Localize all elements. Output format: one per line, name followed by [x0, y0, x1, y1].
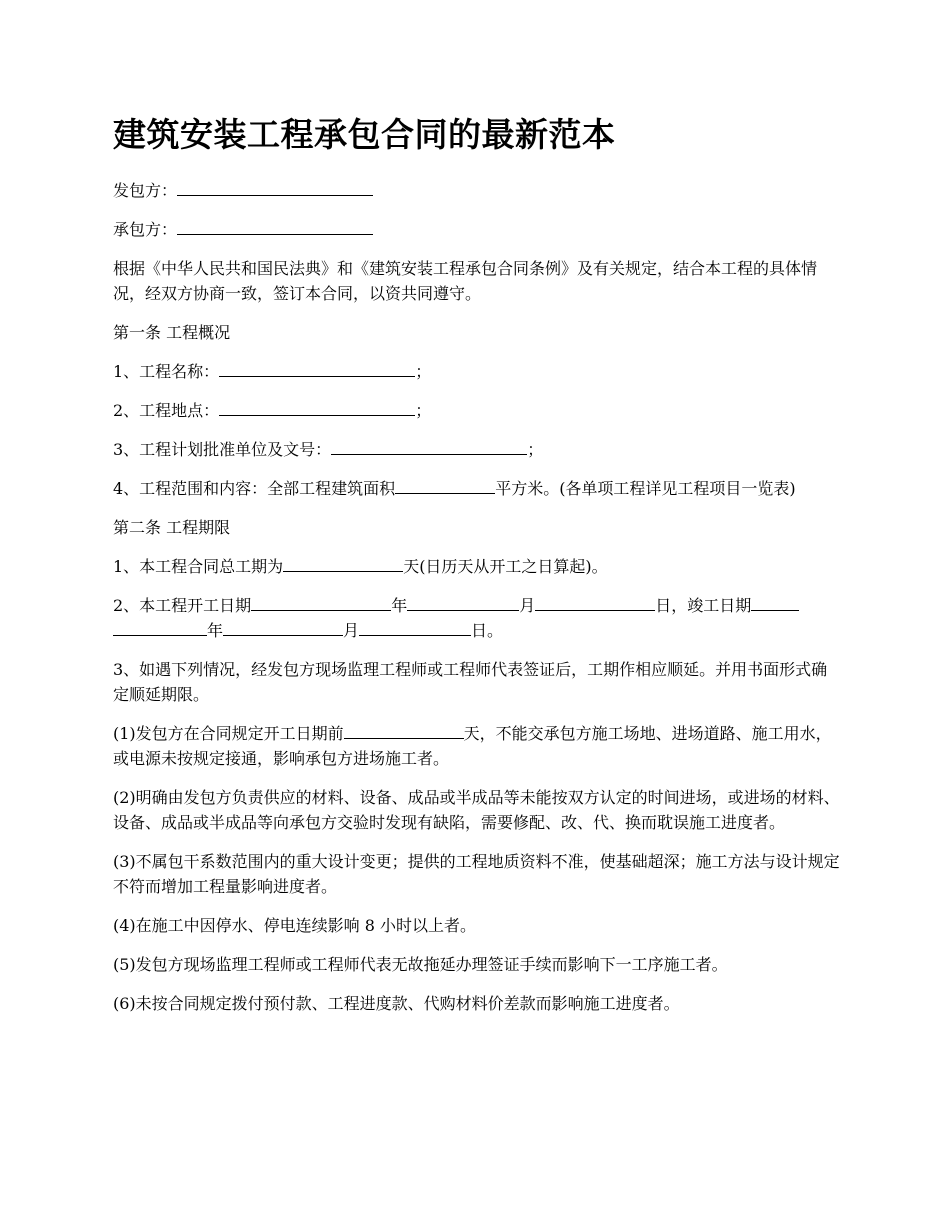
- document-page: [113, 108, 841, 1030]
- fill-in-blank: [535, 593, 655, 611]
- fill-in-blank: [395, 476, 495, 494]
- fill-in-blank: [407, 593, 519, 611]
- paragraph: [113, 476, 841, 501]
- fill-in-blank: [177, 217, 373, 235]
- fill-in-blank: [113, 618, 207, 636]
- paragraph: [113, 721, 841, 771]
- paragraph: [113, 913, 841, 938]
- fill-in-blank: [251, 593, 391, 611]
- paragraph-text: (5)发包方现场监理工程师或工程师代表无故拖延办理签证手续而影响下一工序施工者。: [113, 955, 728, 974]
- paragraph-text: 日。: [471, 621, 504, 640]
- paragraph-text: 发包方：: [113, 181, 178, 200]
- fill-in-blank: [751, 593, 799, 611]
- paragraph-text: ；: [527, 440, 544, 459]
- paragraph: [113, 359, 841, 384]
- paragraph: [113, 554, 841, 579]
- fill-in-blank: [344, 721, 464, 739]
- fill-in-blank: [359, 618, 471, 636]
- paragraph-text: 3、工程计划批准单位及文号：: [113, 440, 332, 459]
- paragraph-text: ；: [415, 362, 432, 381]
- paragraph-text: 年: [391, 596, 408, 615]
- paragraph: [113, 785, 841, 835]
- fill-in-blank: [331, 437, 527, 455]
- paragraph-text: 根据《中华人民共和国民法典》和《建筑安装工程承包合同条例》及有关规定，结合本工程的具体情况，经双方协商一致，签订本合同，以资共同遵守。: [113, 259, 818, 303]
- document-title: 建筑安装工程承包合同的最新范本: [113, 115, 616, 154]
- paragraph-text: 天，不能交承包方施工场地、进场道路、施工用水，或电源未按规定接通，影响承包方进场施工者。: [113, 724, 832, 768]
- fill-in-blank: [283, 554, 403, 572]
- paragraph-text: 第一条 工程概况: [113, 323, 231, 342]
- fill-in-blank: [223, 618, 343, 636]
- paragraph-text: 4、工程范围和内容：全部工程建筑面积: [113, 479, 396, 498]
- paragraph: [113, 437, 841, 462]
- paragraph-text: 承包方：: [113, 220, 178, 239]
- paragraph-text: (2)明确由发包方负责供应的材料、设备、成品或半成品等未能按双方认定的时间进场，或进场的材料、设备、成品或半成品等向承包方交验时发现有缺陷，需要修配、改、代、换而耽误施工进度者。: [113, 788, 840, 832]
- paragraph: [113, 398, 841, 423]
- paragraph: [113, 256, 841, 306]
- paragraph-text: 3、如遇下列情况，经发包方现场监理工程师或工程师代表签证后，工期作相应顺延。并用书面形式确定顺延期限。: [113, 660, 828, 704]
- paragraph-text: 平方米。(各单项工程详见工程项目一览表): [495, 479, 796, 498]
- paragraph: [113, 178, 841, 203]
- paragraph-text: 1、本工程合同总工期为: [113, 557, 284, 576]
- paragraph-text: 2、工程地点：: [113, 401, 220, 420]
- paragraph: [113, 320, 841, 345]
- paragraph-text: 月: [519, 596, 536, 615]
- paragraph-text: 年: [207, 621, 224, 640]
- document-body: [113, 178, 841, 1016]
- paragraph: [113, 952, 841, 977]
- paragraph-text: 2、本工程开工日期: [113, 596, 252, 615]
- paragraph: [113, 515, 841, 540]
- paragraph-text: (4)在施工中因停水、停电连续影响 8 小时以上者。: [113, 916, 477, 935]
- paragraph: [113, 217, 841, 242]
- paragraph: [113, 991, 841, 1016]
- paragraph: [113, 849, 841, 899]
- paragraph-text: (1)发包方在合同规定开工日期前: [113, 724, 344, 743]
- fill-in-blank: [219, 359, 415, 377]
- paragraph-text: 日，竣工日期: [655, 596, 752, 615]
- paragraph: [113, 593, 841, 643]
- paragraph-text: ；: [415, 401, 432, 420]
- paragraph-text: 天(日历天从开工之日算起)。: [403, 557, 608, 576]
- paragraph-text: (3)不属包干系数范围内的重大设计变更；提供的工程地质资料不准，使基础超深；施工方法与设计规定不符而增加工程量影响进度者。: [113, 852, 840, 896]
- fill-in-blank: [177, 178, 373, 196]
- paragraph-text: 第二条 工程期限: [113, 518, 231, 537]
- paragraph-text: (6)未按合同规定拨付预付款、工程进度款、代购材料价差款而影响施工进度者。: [113, 994, 680, 1013]
- paragraph-text: 月: [343, 621, 360, 640]
- paragraph-text: 1、工程名称：: [113, 362, 220, 381]
- paragraph: [113, 657, 841, 707]
- fill-in-blank: [219, 398, 415, 416]
